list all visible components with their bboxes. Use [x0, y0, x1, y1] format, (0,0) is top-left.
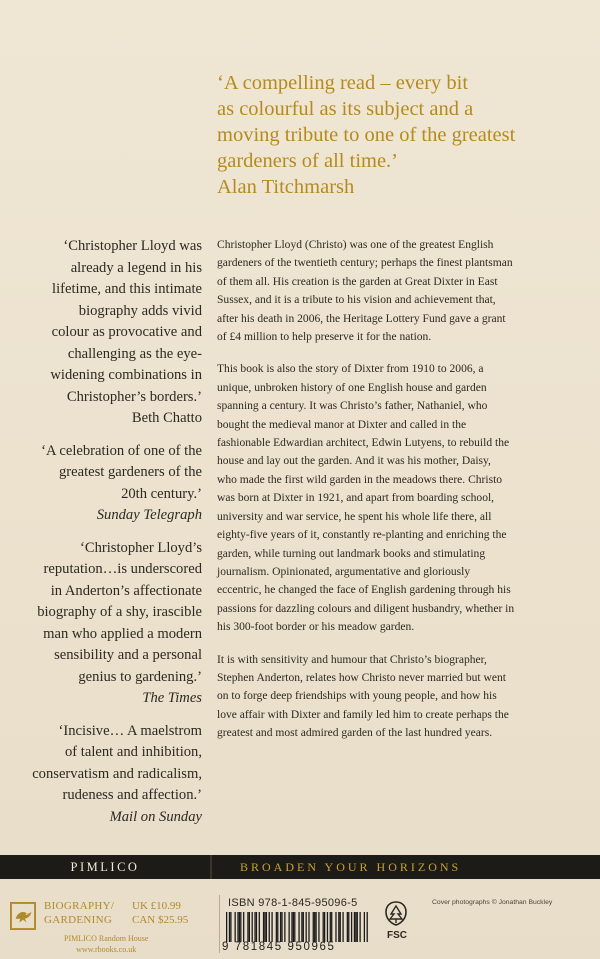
barcode-bar: [294, 912, 295, 942]
headline-quote: [217, 70, 557, 200]
quote-line: biography adds vivid: [78, 302, 202, 319]
price-block: [132, 900, 188, 927]
barcode-bar: [306, 912, 307, 942]
description-line: house and lay out the garden. And it was his mother, Daisy,: [217, 455, 491, 468]
isbn-label: ISBN 978-1-845-95096-5: [228, 897, 358, 909]
barcode-bar: [271, 912, 272, 942]
quote-line: ‘Christopher Lloyd was: [63, 238, 202, 254]
quote-source: Beth Chatto: [131, 410, 202, 426]
barcode-bar: [284, 912, 285, 942]
description-line: Sussex, and it is a tribute to his vision and achievement that,: [217, 294, 496, 307]
quote-line: ‘Incisive… A maelstrom: [58, 722, 202, 739]
review-quote: [20, 538, 202, 710]
headline-attribution: Alan Titchmarsh: [217, 176, 355, 198]
review-quotes: [20, 236, 202, 839]
barcode-number: 9 781845 950965: [222, 941, 336, 953]
quote-line: colour as provocative and: [51, 324, 202, 340]
barcode-bar: [256, 912, 257, 942]
quote-line: sensibility and a personal: [54, 647, 202, 663]
barcode-bar: [314, 912, 315, 942]
description-line: on to forge deep friendships with young people, and how his: [217, 690, 497, 703]
barcode-bar: [249, 912, 250, 942]
description-line: It is with sensitivity and humour that Christo’s biographer,: [217, 653, 487, 666]
quote-source: Mail on Sunday: [109, 808, 202, 825]
barcode-bar: [237, 912, 238, 942]
description-line: eccentric, he changed the face of English gardening through his: [217, 584, 511, 597]
quote-line: greatest gardeners of the: [58, 464, 202, 480]
quote-line: reputation…is underscored: [43, 561, 202, 577]
description-line: Christopher Lloyd (Christo) was one of the greatest English: [217, 239, 494, 251]
barcode-bar: [276, 912, 277, 942]
description-line: Stephen Anderton, relates how Christo never married but went: [217, 671, 506, 684]
quote-line: challenging as the eye-: [67, 345, 202, 362]
publisher-line: www.rbooks.co.uk: [76, 945, 137, 954]
description-line: who made the first wild garden in the meadows there. Christo: [217, 473, 503, 486]
barcode-bar: [330, 912, 331, 942]
barcode-bar: [240, 912, 241, 942]
description-line: after his death in 2006, the Heritage Lottery Fund gave a grant: [217, 312, 506, 325]
barcode-bar: [277, 912, 278, 942]
fsc-label: FSC: [387, 930, 407, 941]
barcode-bar: [301, 912, 302, 942]
barcode-bar: [318, 912, 319, 942]
description-line: bought the medieval manor at Dixter and called in the: [217, 418, 467, 431]
fsc-tree-logo-icon: [384, 900, 408, 928]
review-quote: [20, 721, 202, 829]
quote-line: ‘Christopher Lloyd’s: [79, 539, 202, 556]
quote-line: 20th century.’: [121, 485, 202, 502]
barcode-bar: [357, 912, 358, 942]
quote-line: already a legend in his: [70, 259, 202, 276]
barcode-bar: [354, 912, 355, 942]
barcode-bar: [243, 912, 244, 942]
quote-line: widening combinations in: [50, 367, 202, 383]
quote-line: lifetime, and this intimate: [52, 281, 202, 297]
barcode-bar: [230, 912, 231, 942]
review-quote: [20, 441, 202, 527]
barcode-bar: [280, 912, 281, 942]
description-line: spanning a century. It was Christo’s father, Nathaniel, who: [217, 400, 488, 413]
description-line: unique, unbroken history of one English house and garden: [217, 381, 487, 394]
barcode-bar: [247, 912, 248, 942]
description-line: garden, while turning out landmark books and stimulating: [217, 547, 486, 560]
description-paragraph: [217, 360, 589, 636]
description-line: was born at Dixter in 1921, and apart from boarding school,: [217, 492, 495, 505]
barcode-bar: [359, 912, 360, 942]
barcode-bar: [355, 912, 356, 942]
pimlico-bird-logo-icon: [10, 902, 36, 930]
barcode-bar: [252, 912, 253, 942]
review-quote: [20, 236, 202, 430]
headline-line: ‘A compelling read – every bit: [217, 72, 469, 94]
description-line: of them all. His creation is the garden at Great Dixter in East: [217, 275, 498, 288]
price-line: CAN $25.95: [132, 913, 189, 926]
barcode-bar: [367, 912, 368, 942]
quote-line: conservatism and radicalism,: [32, 765, 202, 782]
description-line: This book is also the story of Dixter from 1910 to 2006, a: [217, 363, 484, 376]
barcode-bar: [364, 912, 365, 942]
barcode-bar: [226, 912, 227, 942]
description-line: eighty-five years of it, constantly re-planting and enriching the: [217, 529, 507, 542]
genre-line: BIOGRAPHY/: [44, 900, 115, 912]
barcode-bar: [254, 912, 255, 942]
barcode-bar: [291, 912, 292, 942]
quote-source: Sunday Telegraph: [96, 507, 202, 523]
barcode-bar: [263, 912, 264, 942]
quote-line: in Anderton’s affectionate: [50, 582, 202, 599]
barcode-bar: [269, 912, 270, 942]
barcode-bar: [229, 912, 230, 942]
cover-credit: Cover photographs © Jonathan Buckley: [432, 899, 553, 906]
barcode-bar: [335, 912, 336, 942]
barcode-bar: [351, 912, 352, 942]
barcode-bar: [239, 912, 240, 942]
quote-line: man who applied a modern: [43, 625, 202, 642]
barcode-bar: [293, 912, 294, 942]
barcode-bar: [298, 912, 299, 942]
description-line: fashionable Edwardian architect, Edwin Lutyens, to rebuild the: [217, 437, 510, 450]
publisher-block: [64, 933, 148, 955]
barcode-bar: [338, 912, 339, 942]
barcode-bar: [327, 912, 328, 942]
barcode-bar: [235, 912, 236, 942]
quote-line: biography of a shy, irascible: [37, 604, 202, 620]
series-band: [0, 855, 600, 879]
description-line: of £4 million to help preserve it for the nation.: [217, 331, 432, 344]
barcode-bar: [288, 912, 289, 942]
barcode-bar: [342, 912, 343, 942]
barcode-bar: [259, 912, 260, 942]
price-line: UK £10.99: [132, 900, 181, 912]
headline-line: moving tribute to one of the greatest: [217, 124, 516, 146]
barcode-bar: [308, 912, 309, 942]
barcode-bar: [348, 912, 349, 942]
description-line: journalism. Opinionated, argumentative and gloriously: [217, 565, 471, 578]
barcode-bar: [331, 912, 332, 942]
barcode-bar: [303, 912, 304, 942]
description-line: love affair with Dixter and family led him to create perhaps the: [217, 708, 509, 721]
book-description: [217, 236, 589, 757]
barcode-bar: [347, 912, 348, 942]
publisher-line: PIMLICO Random House: [64, 934, 149, 943]
footer: [0, 879, 600, 959]
barcode-bar: [323, 912, 324, 942]
quote-source: The Times: [142, 690, 202, 706]
description-line: greatest and most admired garden of the last hundred years.: [217, 727, 493, 740]
description-line: his 300-foot border or his meadow garden.: [217, 621, 415, 634]
quote-line: rudeness and affection.’: [62, 787, 202, 803]
footer-divider: [219, 895, 220, 953]
barcode-bar: [340, 912, 341, 942]
barcode-bar: [324, 912, 325, 942]
barcode-bar: [315, 912, 316, 942]
quote-line: ‘A celebration of one of the: [41, 442, 202, 459]
description-line: gardeners of the twentieth century; perhaps the finest plantsman: [217, 257, 513, 270]
quote-line: genius to gardening.’: [78, 668, 202, 685]
headline-line: gardeners of all time.’: [217, 150, 399, 172]
barcode-bar: [266, 912, 267, 942]
description-line: passions for dazzling colours and diligent husbandry, whether in: [217, 602, 515, 615]
genre-line: GARDENING: [44, 913, 113, 926]
headline-line: as colourful as its subject and a: [217, 98, 474, 120]
description-line: university and war service, he spent his whole life there, all: [217, 510, 492, 523]
barcode: [226, 912, 368, 942]
genre-label: [44, 900, 114, 927]
description-paragraph: [217, 236, 589, 346]
quote-line: of talent and inhibition,: [65, 744, 202, 760]
imprint-label: PIMLICO: [70, 859, 140, 874]
description-paragraph: [217, 651, 589, 743]
tagline: BROADEN YOUR HORIZONS: [210, 855, 600, 879]
quote-line: Christopher’s borders.’: [66, 388, 202, 405]
barcode-bar: [264, 912, 265, 942]
barcode-bar: [281, 912, 282, 942]
barcode-bar: [313, 912, 314, 942]
